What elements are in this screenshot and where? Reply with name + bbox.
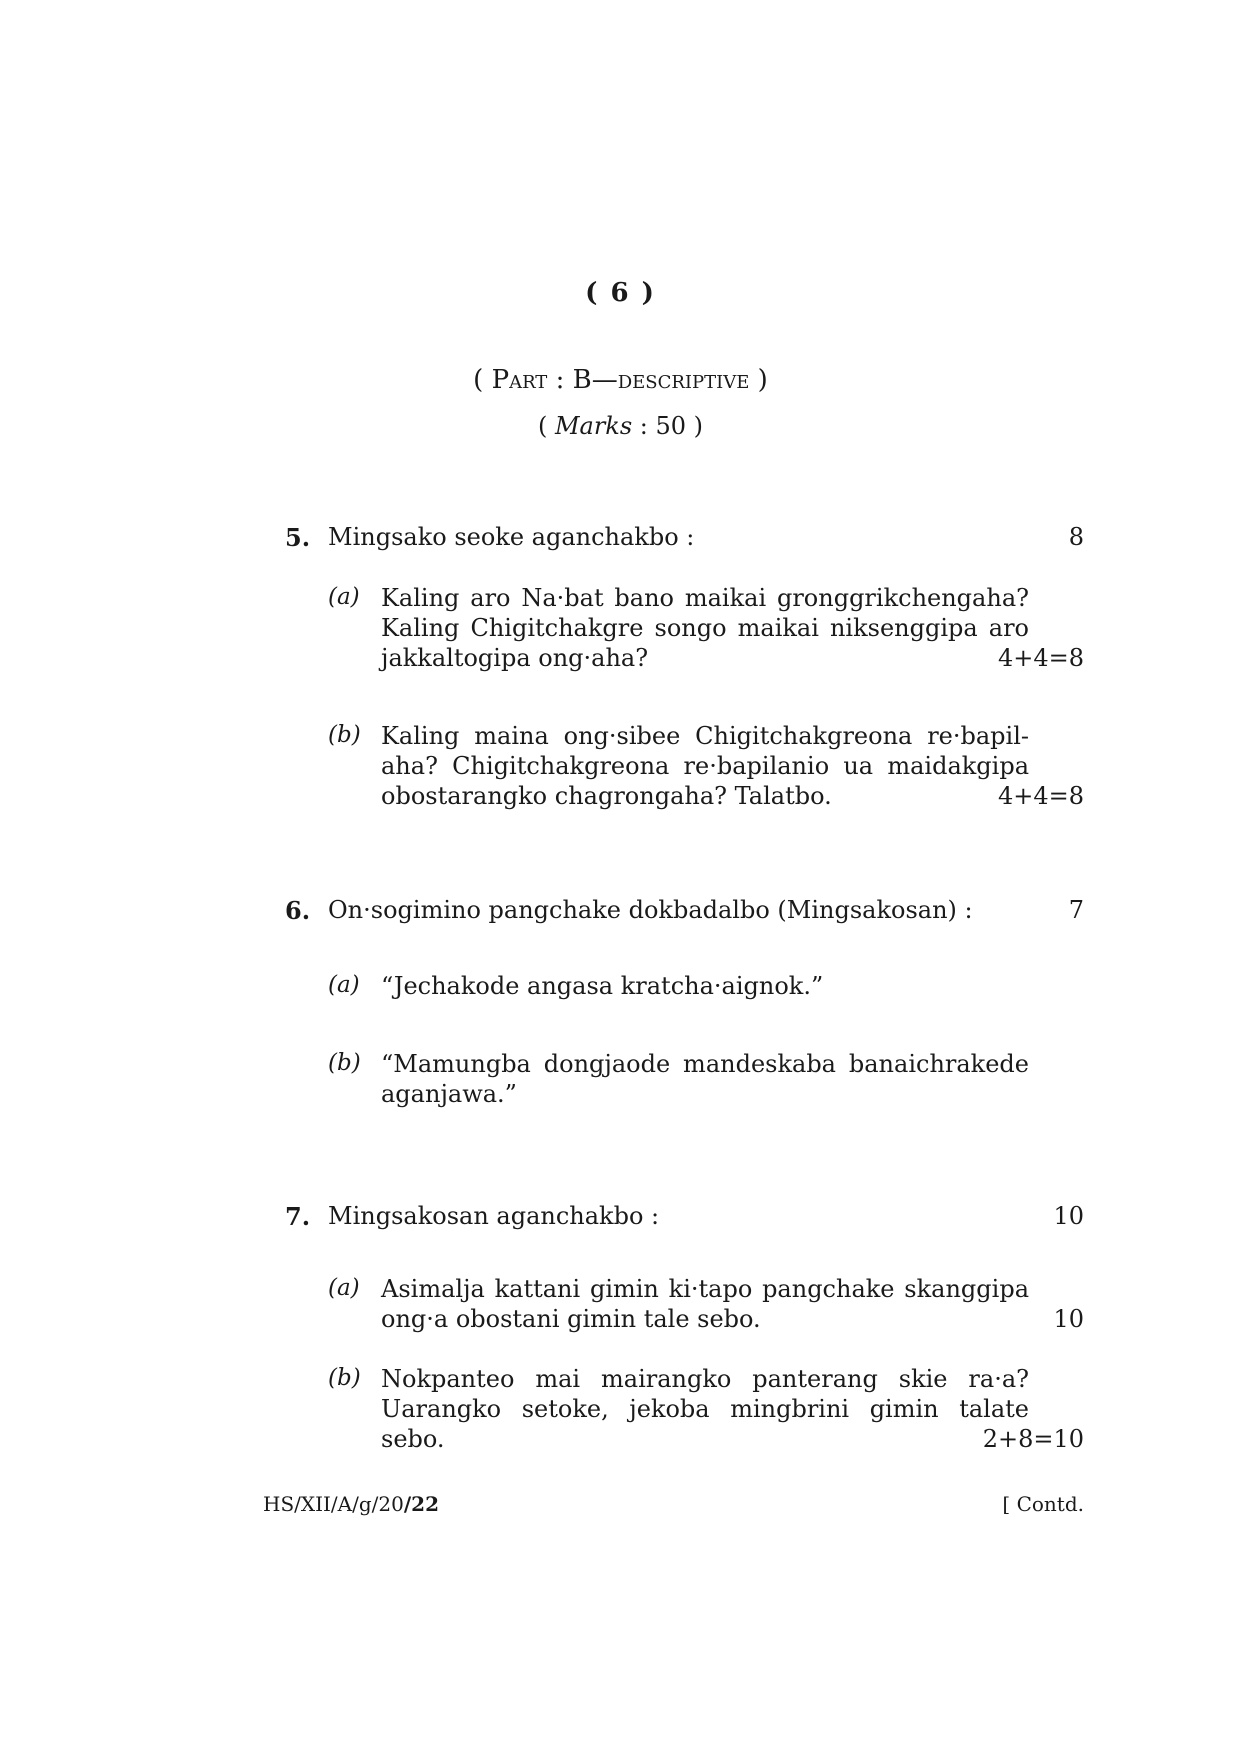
part-close: ): [749, 365, 768, 395]
sub-question-line: aha? Chigitchakgreona re·bapilanio ua maidakgipa: [381, 752, 1029, 780]
part-title: [0, 365, 1241, 395]
sub-question-label: (b): [328, 722, 361, 748]
part-open: (: [473, 365, 492, 395]
sub-question-line: sebo.: [381, 1425, 445, 1453]
sub-question-marks: 2+8=10: [982, 1425, 1084, 1453]
sub-question-marks: 4+4=8: [997, 782, 1084, 810]
question-number: 7.: [285, 1202, 311, 1231]
paper-code: [263, 1492, 439, 1516]
marks-total: : 50 ): [632, 412, 704, 440]
paper-code-prefix: HS/XII/A/g/20: [263, 1492, 404, 1516]
marks-label: Marks: [554, 412, 633, 440]
sub-question-label: (b): [328, 1050, 361, 1076]
sub-question-label: (a): [328, 584, 360, 610]
marks-line: [0, 412, 1241, 440]
page-number: ( 6 ): [585, 278, 656, 308]
sub-question-line: “Jechakode angasa kratcha·aignok.”: [381, 972, 824, 1000]
sub-question-line: Asimalja kattani gimin ki·tapo pangchake skanggipa: [381, 1275, 1029, 1303]
sub-question-line: Kaling aro Na·bat bano maikai gronggrikchengaha?: [381, 584, 1029, 612]
paper-code-suffix: /22: [403, 1492, 439, 1516]
sub-question-label: (a): [328, 1275, 360, 1301]
sub-question-label: (a): [328, 972, 360, 998]
sub-question-line: obostarangko chagrongaha? Talatbo.: [381, 782, 832, 810]
question-marks: 8: [1068, 523, 1084, 551]
question-text: Mingsako seoke aganchakbo :: [328, 523, 695, 551]
sub-question-line: jakkaltogipa ong·aha?: [381, 644, 649, 672]
question-text: Mingsakosan aganchakbo :: [328, 1202, 660, 1230]
sub-question-line: “Mamungba dongjaode mandeskaba banaichrakede: [381, 1050, 1029, 1078]
sub-question-line: Nokpanteo mai mairangko panterang skie ra·a?: [381, 1365, 1029, 1393]
question-text: On·sogimino pangchake dokbadalbo (Mingsakosan) :: [328, 896, 973, 924]
continued-marker: [ Contd.: [1002, 1492, 1084, 1516]
question-number: 6.: [285, 896, 311, 925]
sub-question-marks: 10: [1053, 1305, 1084, 1333]
sub-question-label: (b): [328, 1365, 361, 1391]
part-label: Part : B—descriptive: [491, 365, 750, 395]
sub-question-line: Kaling maina ong·sibee Chigitchakgreona re·bapil-: [381, 722, 1029, 750]
sub-question-line: Uarangko setoke, jekoba mingbrini gimin talate: [381, 1395, 1029, 1423]
sub-question-line: Kaling Chigitchakgre songo maikai niksenggipa aro: [381, 614, 1029, 642]
sub-question-line: aganjawa.”: [381, 1080, 517, 1108]
marks-open: (: [537, 412, 555, 440]
sub-question-line: ong·a obostani gimin tale sebo.: [381, 1305, 761, 1333]
question-number: 5.: [285, 523, 311, 552]
question-marks: 10: [1053, 1202, 1084, 1230]
question-marks: 7: [1068, 896, 1084, 924]
sub-question-marks: 4+4=8: [997, 644, 1084, 672]
